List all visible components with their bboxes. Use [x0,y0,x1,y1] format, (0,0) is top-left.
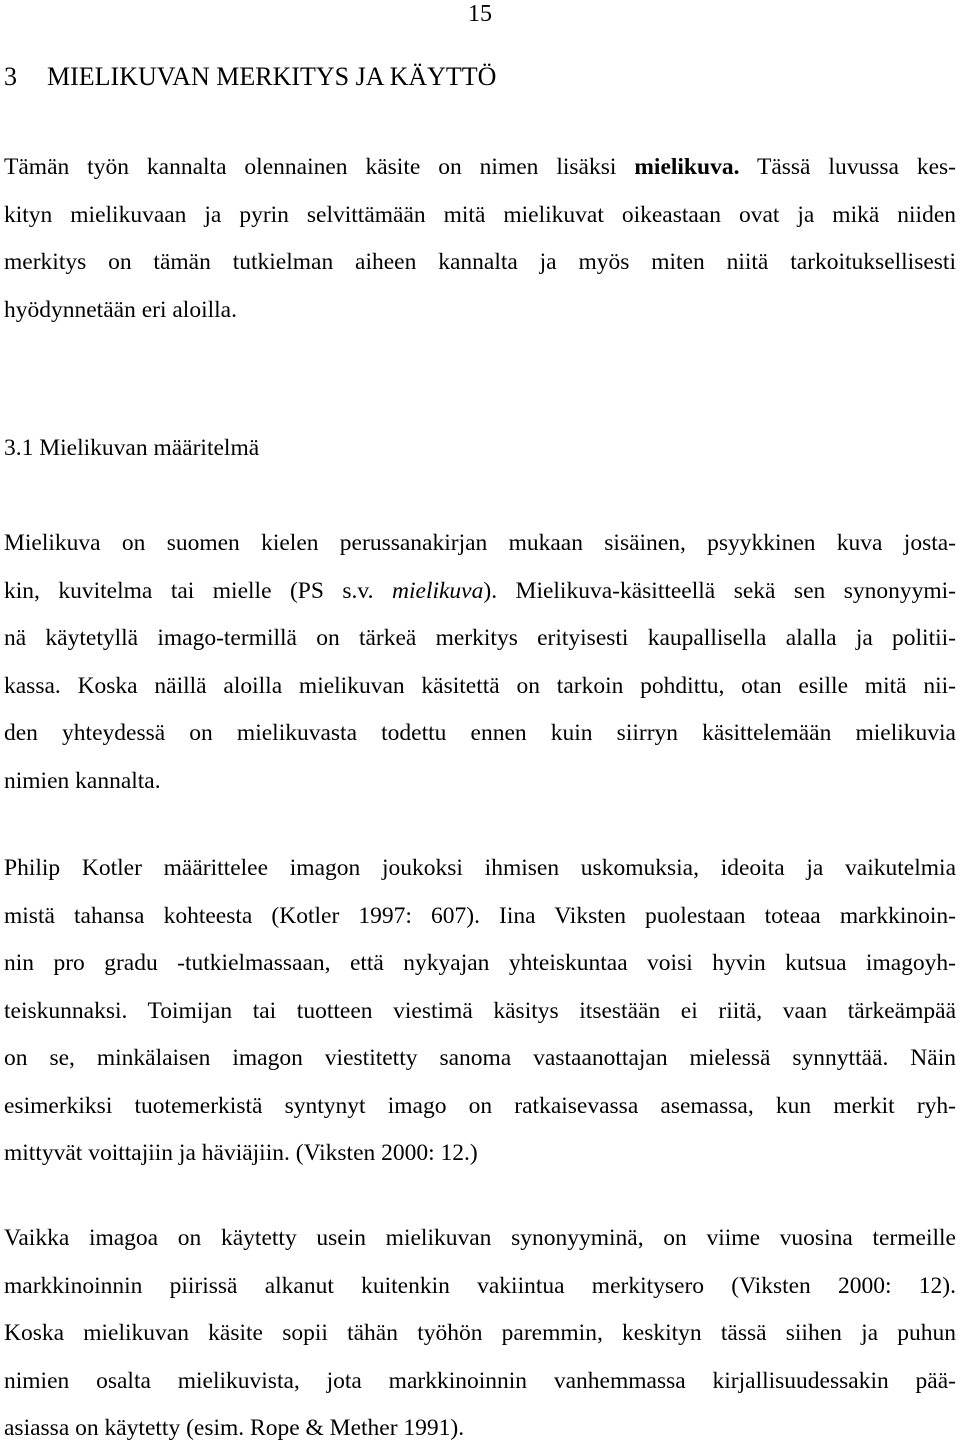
para3-line-2: markkinoinnin piirissä alkanut kuitenkin vakiintua merkitysero (Viksten 2000: 12). [4,1272,956,1299]
para1-line-5: den yhteydessä on mielikuvasta todettu ennen kuin siirryn käsittelemään mielikuvia [4,720,956,746]
text-run: Tämän työn kannalta olennainen käsite on nimen lisäksi [4,154,635,180]
para1-line-2 [4,568,956,616]
para1-line-3: nä käytetyllä imago-termillä on tärkeä merkitys erityisesti kaupallisella alalla ja politii- [4,625,956,651]
page-number: 15 [468,1,492,27]
para1-line-6: nimien kannalta. [4,767,161,794]
chapter-number: 3 [4,62,17,91]
section-heading [4,434,259,462]
italic-term: mielikuva [392,577,484,604]
kotler-paragraph [4,845,956,1178]
para2-line-6: esimerkiksi tuotemerkistä syntynyt imago on ratkaisevassa asemassa, kun merkit ryh- [4,1092,956,1119]
text-run: ). Mielikuva-käsitteellä sekä sen synonyymi- [483,577,956,604]
intro-line-3: merkitys on tämän tutkielman aiheen kannalta ja myös miten niitä tarkoituksellisesti [4,249,956,275]
para2-line-4: teiskunnaksi. Toimijan tai tuotteen viestimä käsitys itsestään ei riitä, vaan tärkeämpää [4,997,956,1024]
text-run: Tässä luvussa kes- [739,154,956,180]
bold-term: mielikuva. [634,154,740,180]
section-number: 3.1 [4,435,34,461]
intro-line-4: hyödynnetään eri aloilla. [4,296,237,323]
intro-paragraph [4,144,956,334]
text-run: kin, kuvitelma tai mielle (PS s.v. [4,577,393,604]
para3-line-1: Vaikka imagoa on käytetty usein mielikuvan synonyyminä, on viime vuosina termeille [4,1225,956,1251]
chapter-heading [4,62,496,92]
section-title: Mielikuvan määritelmä [39,435,260,461]
para3-line-4: nimien osalta mielikuvista, jota markkinoinnin vanhemmassa kirjallisuudessakin pää- [4,1367,956,1394]
para2-line-2: mistä tahansa kohteesta (Kotler 1997: 607). Iina Viksten puolestaan toteaa markkinoin- [4,902,956,929]
para1-line-4: kassa. Koska näillä aloilla mielikuvan käsitettä on tarkoin pohdittu, otan esille mitä nii- [4,672,956,699]
intro-line-1 [4,144,956,192]
definition-paragraph [4,520,956,805]
para2-line-1: Philip Kotler määrittelee imagon joukoksi ihmisen uskomuksia, ideoita ja vaikutelmia [4,855,956,881]
para2-line-5: on se, minkälaisen imagon viestitetty sanoma vastaanottajan mielessä synnyttää. Näin [4,1045,956,1071]
para2-line-3: nin pro gradu -tutkielmassaan, että nykyajan yhteiskuntaa voisi hyvin kutsua imagoyh- [4,950,956,976]
para3-line-5: asiassa on käytetty (esim. Rope & Mether 1991). [4,1415,465,1441]
chapter-title: MIELIKUVAN MERKITYS JA KÄYTTÖ [47,62,497,91]
imago-paragraph [4,1215,956,1453]
para3-line-3: Koska mielikuvan käsite sopii tähän työhön paremmin, keskityn tässä siihen ja puhun [4,1320,956,1346]
para1-line-1: Mielikuva on suomen kielen perussanakirjan mukaan sisäinen, psyykkinen kuva josta- [4,530,956,556]
intro-line-2: kityn mielikuvaan ja pyrin selvittämään mitä mielikuvat oikeastaan ovat ja mikä niiden [4,201,956,228]
para2-line-7: mittyvät voittajiin ja häviäjiin. (Viksten 2000: 12.) [4,1140,478,1166]
